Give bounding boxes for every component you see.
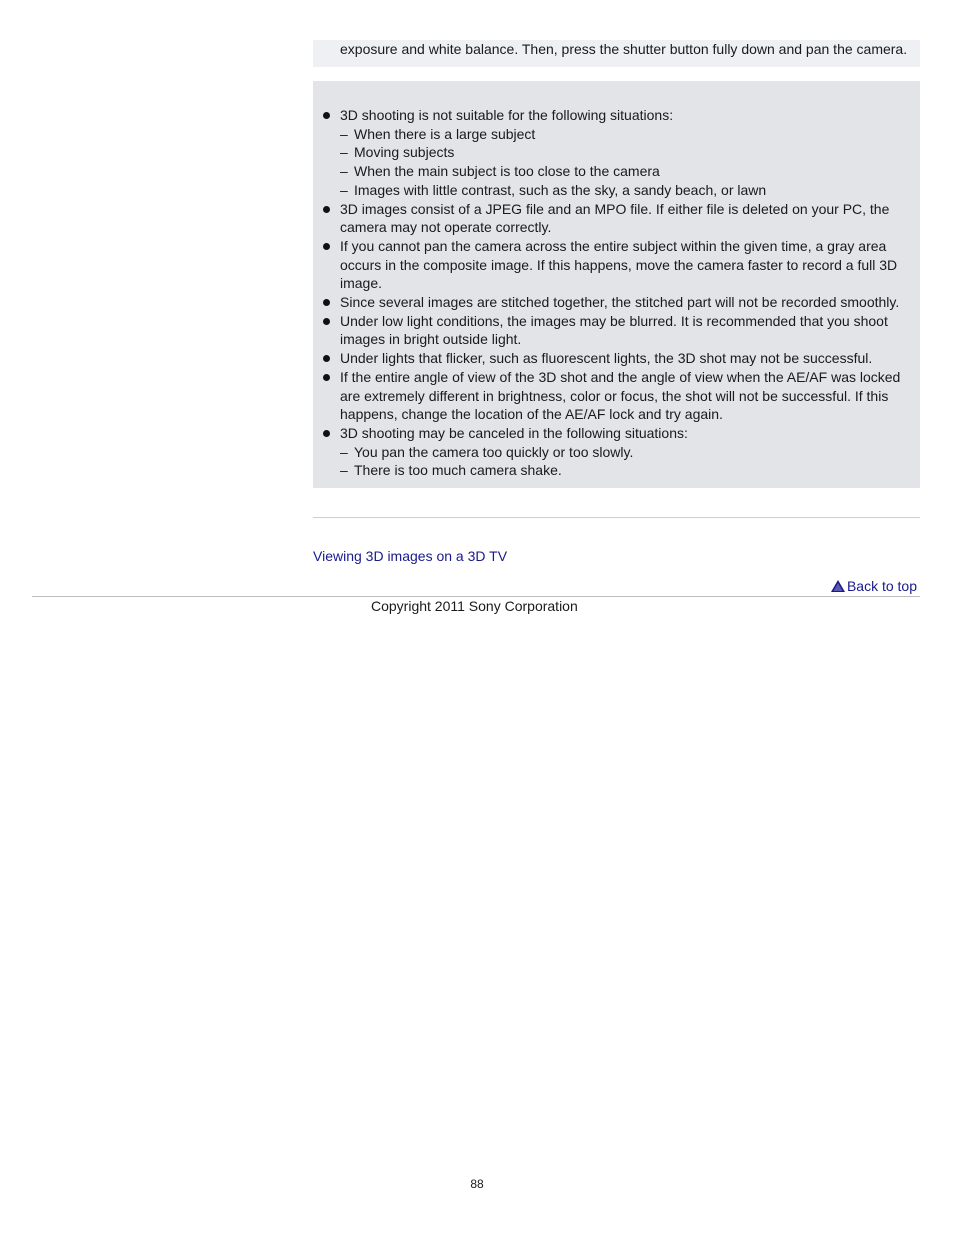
triangle-up-icon [831, 580, 845, 592]
bullet-dot-icon [323, 355, 330, 362]
note-sub-item: – You pan the camera too quickly or too slowly. [340, 443, 634, 460]
note-sub-item: – There is too much camera shake. [340, 462, 562, 479]
notes-box [313, 81, 920, 488]
note-sub-item: – Images with little contrast, such as the sky, a sandy beach, or lawn [340, 181, 767, 198]
page-number: 88 [470, 1177, 484, 1191]
note-bullet: If the entire angle of view of the 3D shot and the angle of view when the AE/AF was locked are extremely different in brightness, color or focus, the shot will not be successful. If this happens, change the location of the AE/AF lock and try again. [340, 368, 912, 424]
note-bullet: 3D shooting is not suitable for the following situations: [340, 106, 912, 125]
procedure-step-box [313, 40, 920, 67]
note-sub-item: – Moving subjects [340, 144, 455, 161]
copyright-text: Copyright 2011 Sony Corporation [371, 598, 578, 614]
bullet-dot-icon [323, 206, 330, 213]
bullet-dot-icon [323, 299, 330, 306]
note-bullet: Under lights that flicker, such as fluorescent lights, the 3D shot may not be successful. [340, 349, 912, 368]
bullet-dot-icon [323, 243, 330, 250]
bullet-dot-icon [323, 112, 330, 119]
back-to-top-link[interactable] [831, 578, 917, 594]
footer-divider [32, 596, 920, 597]
note-bullet: 3D shooting may be canceled in the following situations: [340, 424, 912, 443]
bullet-dot-icon [323, 318, 330, 325]
dash-icon: – [340, 181, 348, 198]
note-sub-item: – When the main subject is too close to the camera [340, 163, 660, 180]
dash-icon: – [340, 163, 348, 180]
note-bullet: 3D images consist of a JPEG file and an MPO file. If either file is deleted on your PC, the camera may not operate correctly. [340, 200, 912, 237]
procedure-step-text: exposure and white balance. Then, press the shutter button fully down and pan the camera. [340, 41, 908, 57]
bullet-dot-icon [323, 430, 330, 437]
dash-icon: – [340, 144, 348, 161]
note-bullet: Since several images are stitched together, the stitched part will not be recorded smoothly. [340, 293, 912, 312]
dash-icon: – [340, 462, 348, 479]
section-divider [313, 517, 920, 518]
back-to-top-label: Back to top [846, 578, 917, 594]
dash-icon: – [340, 125, 348, 142]
note-sub-item: – When there is a large subject [340, 125, 536, 142]
related-topic-link[interactable]: Viewing 3D images on a 3D TV [313, 548, 508, 564]
dash-icon: – [340, 443, 348, 460]
note-bullet: Under low light conditions, the images may be blurred. It is recommended that you shoot images in bright outside light. [340, 312, 912, 349]
note-bullet: If you cannot pan the camera across the entire subject within the given time, a gray area occurs in the composite image. If this happens, move the camera faster to record a full 3D image. [340, 237, 912, 293]
bullet-dot-icon [323, 374, 330, 381]
